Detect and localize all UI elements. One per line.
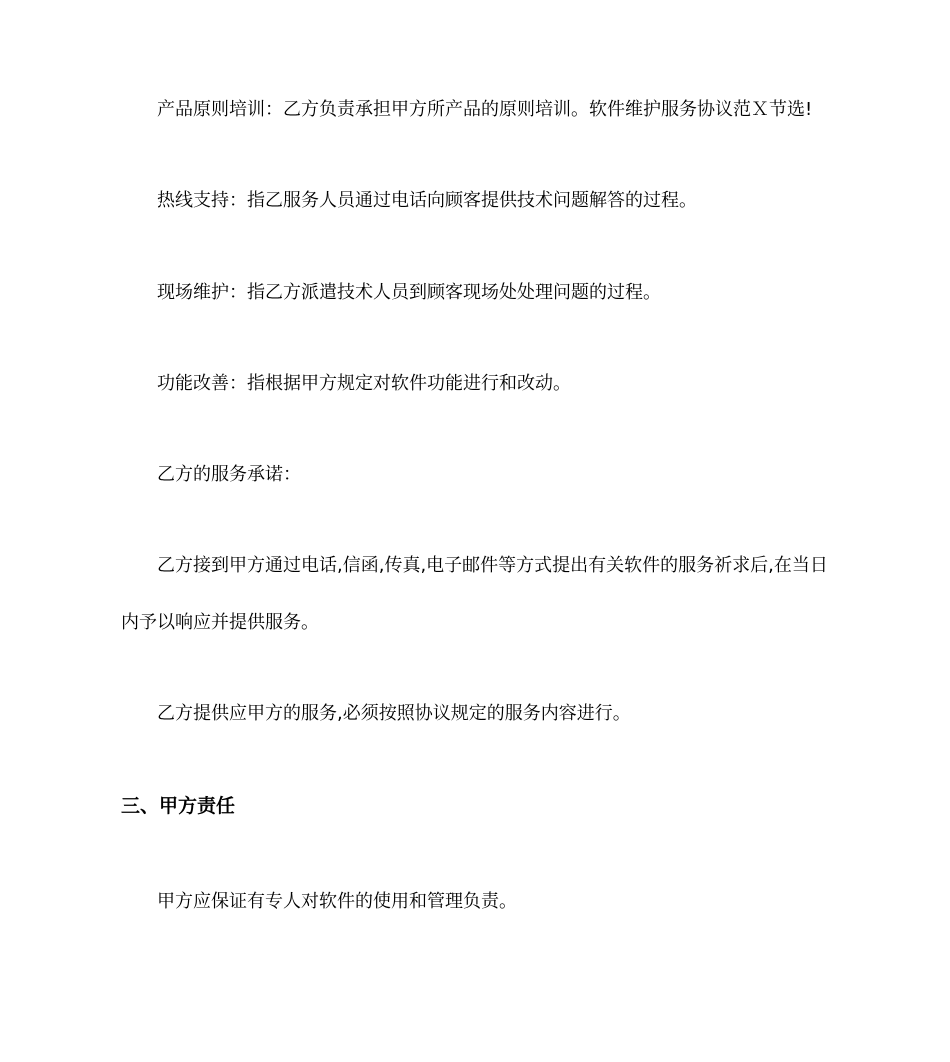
paragraph-response-line2: 内予以响应并提供服务。 — [121, 612, 319, 633]
paragraph-service-commitment: 乙方的服务承诺： — [157, 464, 301, 485]
section-heading: 三、甲方责任 — [121, 795, 236, 817]
paragraph-onsite-maintenance: 现场维护：指乙方派遣技术人员到顾客现场处处理问题的过程。 — [157, 282, 661, 303]
paragraph-function-improvement: 功能改善：指根据甲方规定对软件功能进行和改动。 — [157, 373, 571, 394]
paragraph-service-content: 乙方提供应甲方的服务,必须按照协议规定的服务内容进行。 — [157, 703, 631, 724]
paragraph-product-training: 产品原则培训：乙方负责承担甲方所产品的原则培训。软件维护服务协议范Ｘ节选! — [157, 99, 813, 120]
paragraph-hotline-support: 热线支持：指乙服务人员通过电话向顾客提供技术问题解答的过程。 — [157, 190, 697, 211]
paragraph-dedicated-personnel: 甲方应保证有专人对软件的使用和管理负责。 — [157, 891, 517, 912]
paragraph-response-line1: 乙方接到甲方通过电话,信函,传真,电子邮件等方式提出有关软件的服务祈求后,在当日 — [157, 555, 828, 576]
